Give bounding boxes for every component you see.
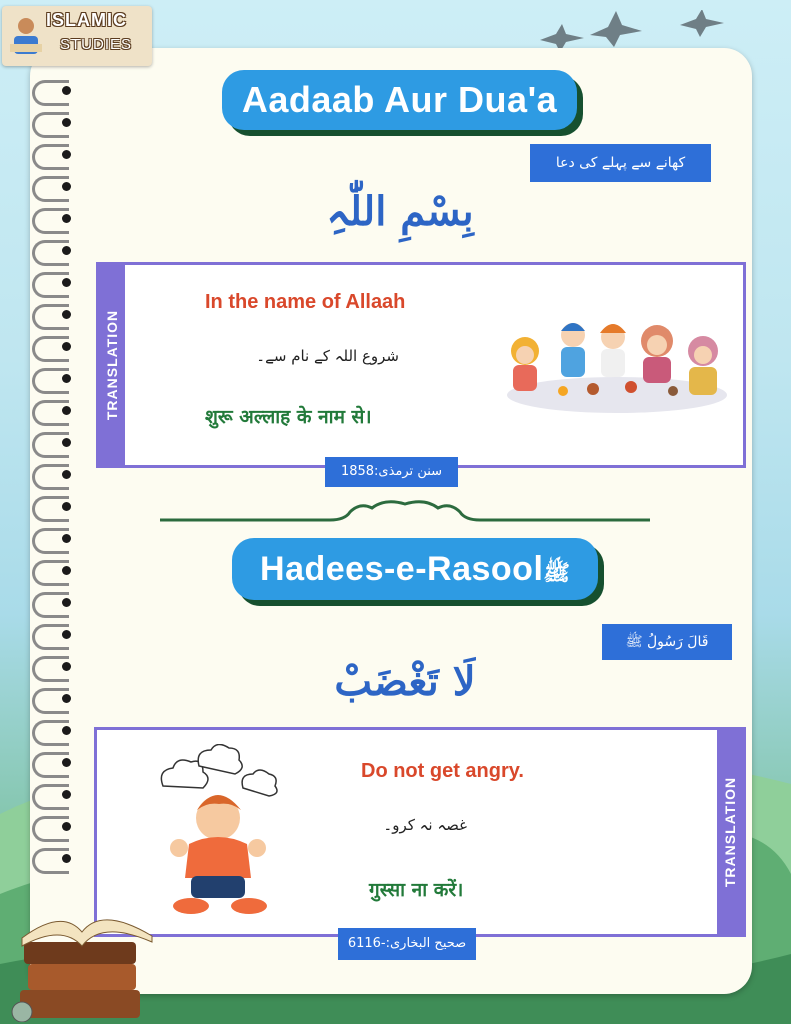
english-translation: In the name of Allaah bbox=[205, 291, 406, 313]
qala-rasool-tag: قَالَ رَسُولُ ﷺ bbox=[602, 624, 732, 660]
urdu-translation: غصہ نہ کرو۔ bbox=[383, 816, 467, 834]
translation-side-label: TRANSLATION bbox=[99, 265, 125, 465]
urdu-heading-tag: کھانے سے پہلے کی دعا bbox=[530, 144, 711, 182]
translation-side-label: TRANSLATION bbox=[717, 730, 743, 934]
urdu-translation: شروع اللہ کے نام سے۔ bbox=[256, 347, 399, 365]
hadees-title-text: Hadees-e-Rasool bbox=[260, 550, 544, 588]
section-title-adaab: Aadaab Aur Dua'a bbox=[222, 70, 577, 130]
hindi-translation: शुरू अल्लाह के नाम से। bbox=[205, 406, 372, 428]
reference-tag: سنن ترمذی:1858 bbox=[325, 457, 458, 487]
badge-title: ISLAMIC bbox=[46, 10, 127, 30]
badge-subtitle: STUDIES bbox=[60, 36, 133, 53]
arabic-hadees: لَا تَغْضَبْ bbox=[334, 658, 476, 705]
student-icon bbox=[8, 16, 44, 58]
translation-card bbox=[94, 727, 746, 937]
children-eating-illustration bbox=[503, 311, 731, 415]
arabic-dua: بِسْمِ اللّٰہِ bbox=[326, 188, 474, 235]
books-stack-illustration bbox=[0, 872, 160, 1022]
ornamental-divider bbox=[160, 498, 650, 528]
angry-boy-illustration bbox=[153, 744, 283, 922]
reference-tag: صحیح البخاری:-6116 bbox=[338, 928, 476, 960]
english-translation: Do not get angry. bbox=[361, 760, 524, 782]
hindi-translation: गुस्सा ना करें। bbox=[369, 879, 464, 901]
islamic-studies-badge bbox=[2, 6, 152, 66]
honorific-symbol: ﷺ bbox=[543, 561, 570, 586]
translation-card bbox=[96, 262, 746, 468]
section-title-hadees bbox=[232, 538, 598, 600]
